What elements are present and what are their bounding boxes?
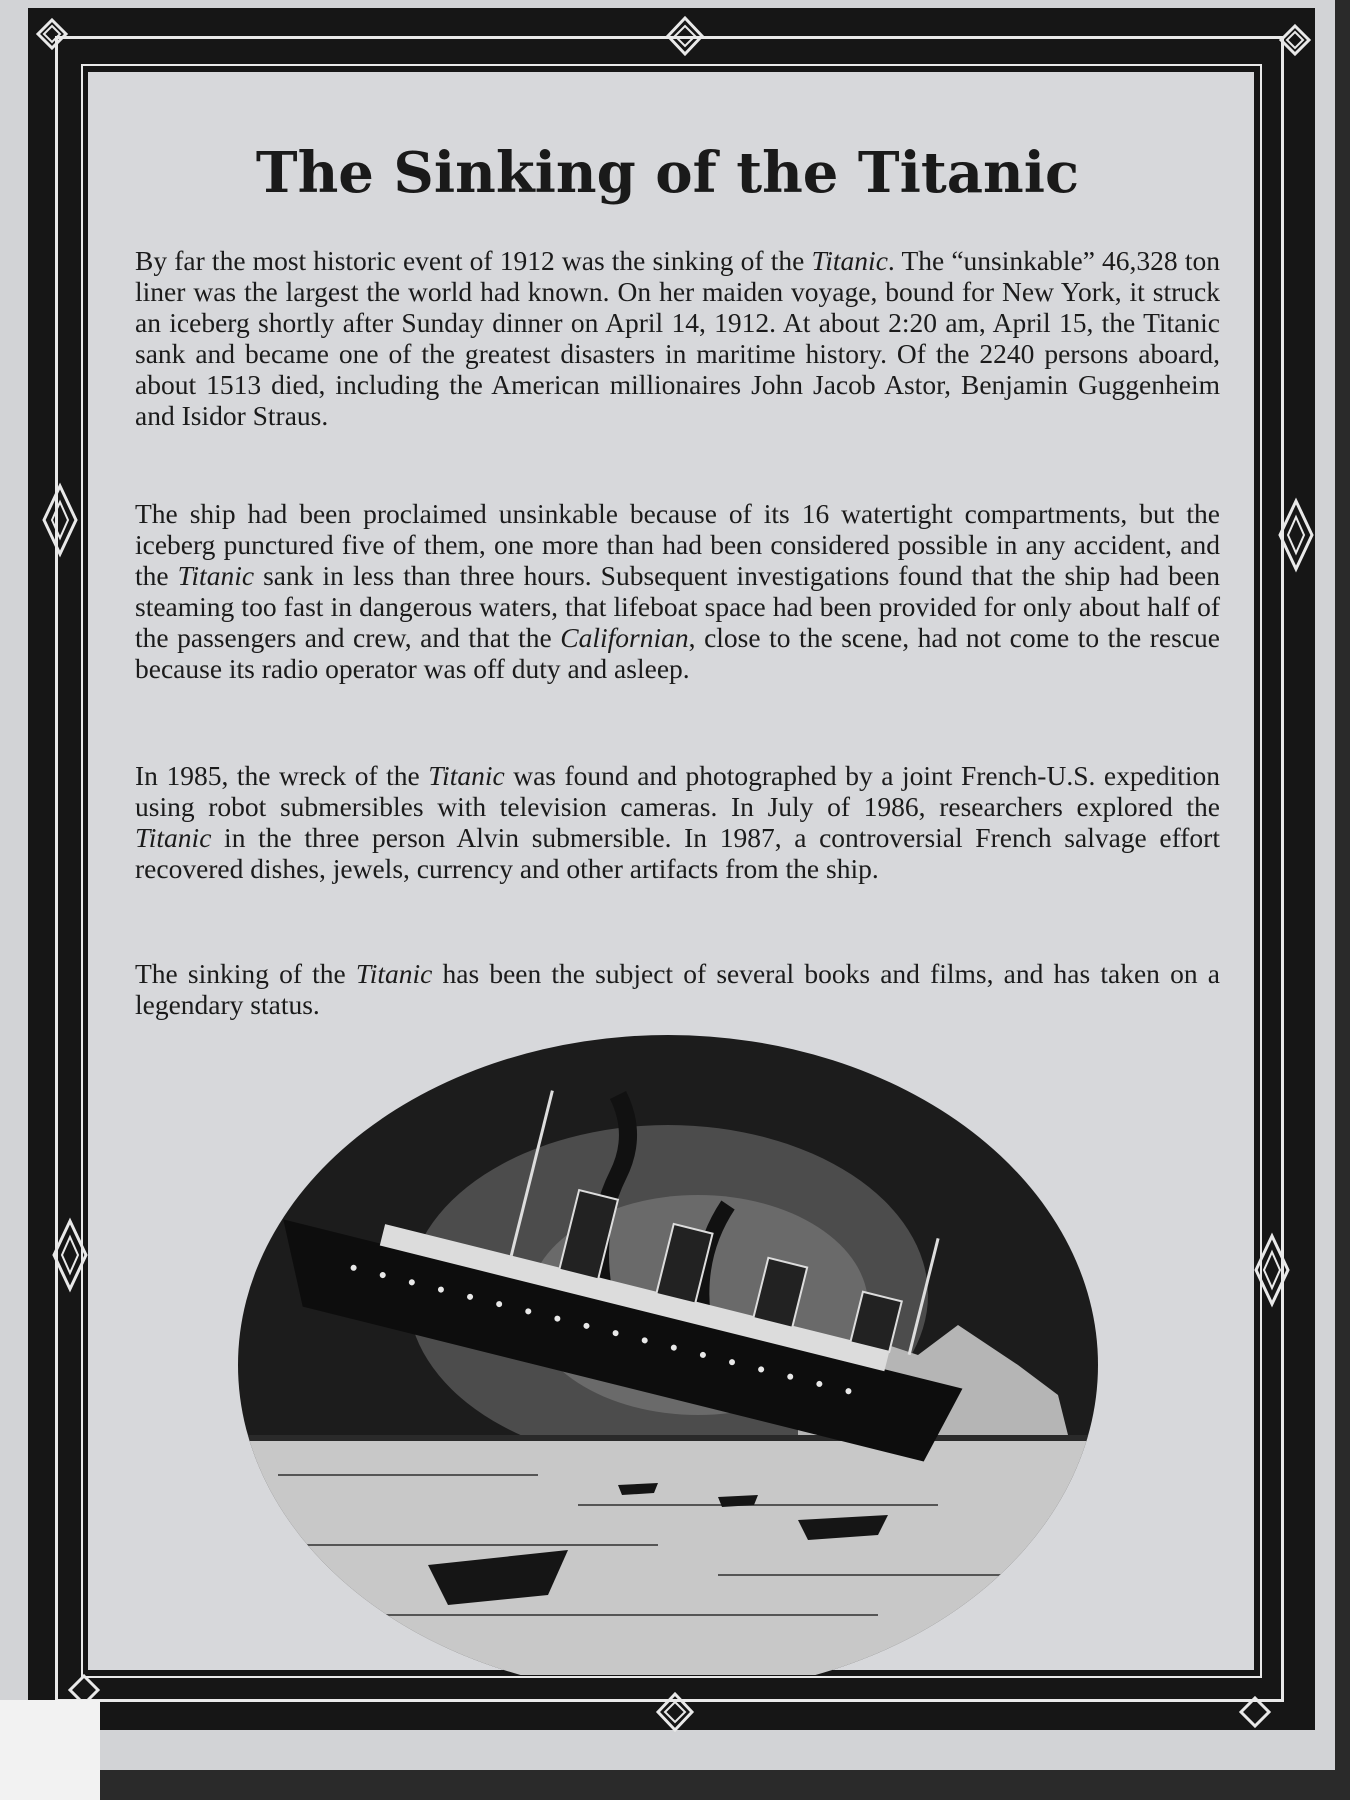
paragraph-1: By far the most historic event of 1912 was the sinking of the Titanic. The “unsinkable” 46,328 ton liner was the largest the world had known. On her maiden voyage, bound for New York, it struck an iceberg shortly after Sunday dinner on April 14, 1912. At about 2:20 am, April 15, the Titanic sank and became one of the greatest disasters in maritime history. Of the 2240 persons aboard, about 1513 died, including the American millionaires John Jacob Astor, Benjamin Guggenheim and Isidor Straus. <box>135 245 1220 431</box>
corner-ornament-icon <box>30 12 90 72</box>
italic-title-text: Titanic <box>428 760 505 791</box>
italic-title-text: Titanic <box>811 245 888 276</box>
top-center-ornament-icon <box>650 14 720 58</box>
paragraph-3: In 1985, the wreck of the Titanic was found and photographed by a joint French-U.S. expedition using robot submersibles with television cameras. In July of 1986, researchers explored the Titanic in the three person Alvin submersible. In 1987, a controversial French salvage effort recovered dishes, jewels, currency and other artifacts from the ship. <box>135 760 1220 884</box>
paragraph-2: The ship had been proclaimed unsinkable because of its 16 watertight compartments, but the iceberg punctured five of them, one more than had been considered possible in any accident, and the Titanic sank in less than three hours. Subsequent investigations found that the ship had been steaming too fast in dangerous waters, that lifeboat space had been provided for only about half of the passengers and crew, and that the Californian, close to the scene, had not come to the rescue because its radio operator was off duty and asleep. <box>135 498 1221 684</box>
corner-ornament-icon <box>1225 1690 1285 1750</box>
corner-ornament-icon <box>1265 18 1325 78</box>
side-ornament-icon <box>1250 1230 1294 1310</box>
italic-title-text: Titanic <box>177 560 255 591</box>
bottom-center-ornament-icon <box>640 1690 710 1734</box>
side-ornament-icon <box>38 480 82 560</box>
paragraph-4: The sinking of the Titanic has been the subject of several books and films, and has taken on a legendary status. <box>135 958 1220 1020</box>
sinking-ship-illustration-icon <box>238 1035 1098 1675</box>
corner-patch <box>0 1700 100 1800</box>
italic-title-text: Titanic <box>355 958 433 989</box>
side-ornament-icon <box>48 1215 92 1295</box>
italic-title-text: Titanic <box>135 822 212 853</box>
side-ornament-icon <box>1274 495 1318 575</box>
page-title: The Sinking of the Titanic <box>255 140 1080 206</box>
italic-title-text: Californian <box>560 622 689 653</box>
